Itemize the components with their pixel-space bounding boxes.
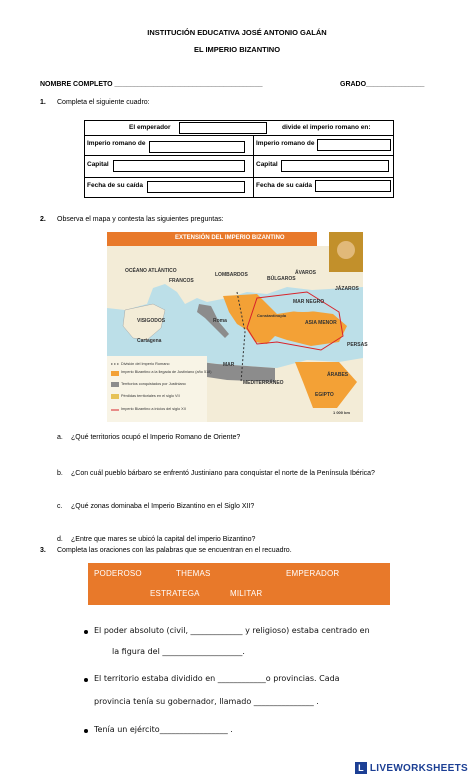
capital-label-left: Capital: [87, 161, 109, 168]
emperor-face: [337, 241, 355, 259]
fall-date-right-input[interactable]: [315, 180, 391, 192]
capital-right-input[interactable]: [281, 160, 389, 172]
bullet-icon: [84, 729, 88, 733]
capital-label-right: Capital: [256, 161, 278, 168]
emperor-input[interactable]: [179, 122, 267, 134]
label-mar: MAR: [223, 362, 235, 368]
capital-left-input[interactable]: [113, 160, 245, 172]
q2d-letter: d.: [57, 536, 63, 543]
divides-label: divide el imperio romano en:: [282, 124, 371, 131]
emperor-table: [84, 120, 394, 198]
fall-date-label-right: Fecha de su caída: [256, 182, 312, 189]
logo-icon: L: [355, 762, 367, 774]
cell-divider: [253, 156, 254, 177]
label-persas: PERSAS: [347, 342, 368, 348]
cell-divider: [253, 136, 254, 155]
legend-swatch-losses: [111, 394, 119, 399]
table-row: [85, 121, 393, 136]
table-row: [85, 178, 393, 197]
legend-swatch-conquered: [111, 382, 119, 387]
liveworksheets-logo[interactable]: [355, 762, 468, 774]
label-scale: 1 000 km: [333, 410, 350, 415]
q3-number: 3.: [40, 547, 46, 554]
label-ocean: OCÉANO ATLÁNTICO: [125, 268, 177, 274]
legend-item: Imperio Bizantino a la llegada de Justiniano (año 518): [121, 370, 212, 374]
q2-number: 2.: [40, 216, 46, 223]
label-cartagena: Cartagena: [137, 338, 162, 344]
empire-left-input[interactable]: [149, 141, 245, 153]
byzantine-map: [107, 232, 368, 422]
legend-item: Territorios conquistados por Justiniano: [121, 382, 186, 386]
q2c-letter: c.: [57, 503, 63, 510]
legend-item: Pérdidas territoriales en el siglo VII: [121, 394, 180, 398]
q2b-letter: b.: [57, 470, 63, 477]
grade-label: GRADO_______________: [340, 81, 425, 88]
label-lombardos: LOMBARDOS: [215, 272, 248, 278]
sentence-3: Tenía un ejército_________________ .: [94, 725, 233, 734]
q2b-text: ¿Con cuál pueblo bárbaro se enfrentó Justiniano para conquistar el norte de la Península Ibérica?: [71, 470, 375, 477]
empire-right-input[interactable]: [317, 139, 391, 151]
table-row: [85, 136, 393, 156]
emperor-label: El emperador: [129, 124, 171, 131]
legend-item: Imperio Bizantino a inicios del siglo XII: [121, 407, 186, 411]
label-asia-menor: ASIA MENOR: [305, 320, 337, 326]
q2a-letter: a.: [57, 434, 63, 441]
q2a-text: ¿Qué territorios ocupó el Imperio Romano de Oriente?: [71, 434, 241, 441]
q2c-text: ¿Qué zonas dominaba el Imperio Bizantino en el Siglo XII?: [71, 503, 255, 510]
word-themas: THEMAS: [176, 569, 211, 578]
table-row: [85, 156, 393, 178]
label-jazaros: JÁZAROS: [335, 286, 359, 292]
label-avaros: ÁVAROS: [295, 270, 317, 276]
label-mediterraneo: MEDITERRÁNEO: [243, 380, 284, 386]
logo-text: LIVEWORKSHEETS: [369, 762, 468, 774]
fall-date-label-left: Fecha de su caída: [87, 182, 143, 189]
worksheet-title: EL IMPERIO BIZANTINO: [193, 45, 281, 54]
word-estratega: ESTRATEGA: [150, 589, 200, 598]
label-visigodos: VISIGODOS: [137, 318, 166, 324]
label-mar-negro: MAR NEGRO: [293, 299, 325, 305]
q2-text: Observa el mapa y contesta las siguientes preguntas:: [57, 216, 224, 223]
institution-title: INSTITUCIÓN EDUCATIVA JOSÉ ANTONIO GALÁN: [147, 28, 327, 37]
label-roma: Roma: [213, 318, 227, 324]
label-francos: FRANCOS: [169, 278, 194, 284]
label-constantinopla: Constantinopla: [257, 313, 287, 318]
sentence-1-cont: la figura del ____________________.: [112, 647, 245, 656]
bullet-icon: [84, 630, 88, 634]
sentence-2: El territorio estaba dividido en ____________o provincias. Cada: [94, 674, 340, 683]
q2d-text: ¿Entre que mares se ubicó la capital del imperio Bizantino?: [71, 536, 256, 543]
q3-text: Completa las oraciones con las palabras que se encuentran en el recuadro.: [57, 547, 292, 554]
word-emperador: EMPERADOR: [286, 569, 340, 578]
name-label: NOMBRE COMPLETO ______________________________________: [40, 81, 263, 88]
sentence-2-cont: provincia tenía su gobernador, llamado _______________ .: [94, 697, 319, 706]
label-arabes: ÁRABES: [327, 372, 349, 378]
bullet-icon: [84, 678, 88, 682]
legend-swatch-518: [111, 371, 119, 376]
east-west-label-left: Imperio romano de: [87, 140, 146, 147]
q1-text: Completa el siguiente cuadro:: [57, 99, 150, 106]
legend-item: División del Imperio Romano: [121, 362, 170, 366]
label-bulgaros: BÚLGAROS: [267, 276, 296, 282]
word-militar: MILITAR: [230, 589, 263, 598]
word-bank: [88, 563, 390, 605]
label-egipto: EGIPTO: [315, 392, 334, 398]
cell-divider: [253, 178, 254, 197]
east-west-label-right: Imperio romano de: [256, 140, 315, 147]
q1-number: 1.: [40, 99, 46, 106]
map-title: EXTENSIÓN DEL IMPERIO BIZANTINO: [175, 235, 285, 241]
word-poderoso: PODEROSO: [94, 569, 142, 578]
fall-date-left-input[interactable]: [147, 181, 245, 193]
sentence-1: El poder absoluto (civil, _____________ y religioso) estaba centrado en: [94, 626, 370, 635]
